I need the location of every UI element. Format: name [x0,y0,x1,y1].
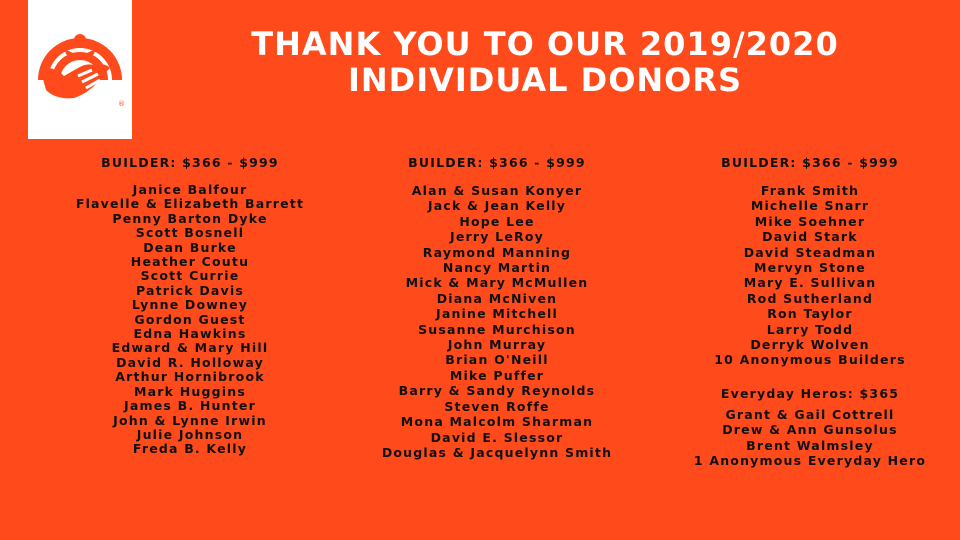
donor-name: David Stark [762,229,858,245]
donor-name: Rod Sutherland [746,290,874,306]
donor-name: Alan & Susan Konyer [411,183,583,198]
column-header: BUILDER: $366 - $999 [721,155,899,170]
donor-name: Julie Johnson [136,426,244,442]
donor-name: Grant & Gail Cottrell [725,406,895,422]
donor-name: Heather Coutu [130,254,250,270]
donor-name: Barry & Sandy Reynolds [398,383,596,399]
registered-mark: ® [118,100,125,108]
donor-name: Patrick Davis [135,282,245,298]
title-line-1: THANK YOU TO OUR 2019/2020 [251,25,839,63]
donor-name: 10 Anonymous Builders [714,352,906,368]
everyday-heroes-header: Everyday Heros: $365 [720,385,900,401]
donor-name: James B. Hunter [124,398,256,414]
column-header: BUILDER: $366 - $999 [101,155,279,170]
donor-name: Janine Mitchell [435,306,559,322]
donor-name: Derryk Wolven [750,337,870,353]
donor-name: Raymond Manning [422,244,572,260]
donor-name: Flavelle & Elizabeth Barrett [75,196,305,212]
donor-name: Scott Bosnell [135,225,245,241]
donor-name: Freda B. Kelly [132,441,248,457]
title-line-2: INDIVIDUAL DONORS [347,61,743,99]
donor-name: Douglas & Jacquelynn Smith [381,444,613,460]
donor-name: Mona Malcolm Sharman [400,414,594,430]
donor-name: Drew & Ann Gunsolus [722,422,898,438]
donor-name: Scott Currie [140,268,240,284]
donor-name: Mervyn Stone [754,260,866,276]
donor-name: Mary E. Sullivan [743,275,877,291]
donor-column-1 [55,155,325,457]
donor-name: David E. Slessor [430,429,564,445]
donor-name: 1 Anonymous Everyday Hero [693,453,927,469]
donor-name: Michelle Snarr [750,198,870,214]
united-way-hand-icon [34,10,126,110]
donor-list [55,183,325,457]
donor-column-2 [362,155,632,460]
donor-name: Mike Puffer [449,367,545,383]
donor-name: Frank Smith [760,183,860,198]
logo [28,0,132,139]
donor-name: Mark Huggins [134,383,246,399]
donor-name: John Murray [447,337,547,353]
donor-name: Edna Hawkins [133,326,247,342]
donor-column-3 [675,155,945,469]
donor-name: Hope Lee [459,213,535,229]
donor-name: Brian O'Neill [445,352,549,368]
donor-list [675,183,945,368]
donor-name: Larry Todd [766,321,854,337]
donor-name: John & Lynne Irwin [113,412,267,428]
donor-name: Jerry LeRoy [450,229,544,245]
donor-name: Steven Roffe [444,398,550,414]
donor-name: Gordon Guest [134,311,246,327]
donor-list [362,183,632,460]
donor-name: David Steadman [743,244,877,260]
donor-name: Penny Barton Dyke [112,210,268,226]
donor-name: Dean Burke [143,239,237,255]
donor-name: Susanne Murchison [418,321,576,337]
donor-name: Janice Balfour [132,182,248,197]
page-title [200,26,890,98]
donor-name: Lynne Downey [131,297,249,313]
donor-name: Diana McNiven [436,290,558,306]
donor-name: Edward & Mary Hill [111,340,269,356]
column-header: BUILDER: $366 - $999 [408,155,586,170]
donor-name: Brent Walmsley [746,437,874,453]
donor-name: David R. Holloway [116,354,264,370]
donor-name: Nancy Martin [442,260,552,276]
donor-name: Jack & Jean Kelly [427,198,567,214]
donor-name: Mick & Mary McMullen [405,275,589,291]
donor-name: Ron Taylor [767,306,853,322]
everyday-heroes-list [675,407,945,469]
donor-name: Arthur Hornibrook [115,369,265,385]
donor-name: Mike Soehner [754,213,866,229]
